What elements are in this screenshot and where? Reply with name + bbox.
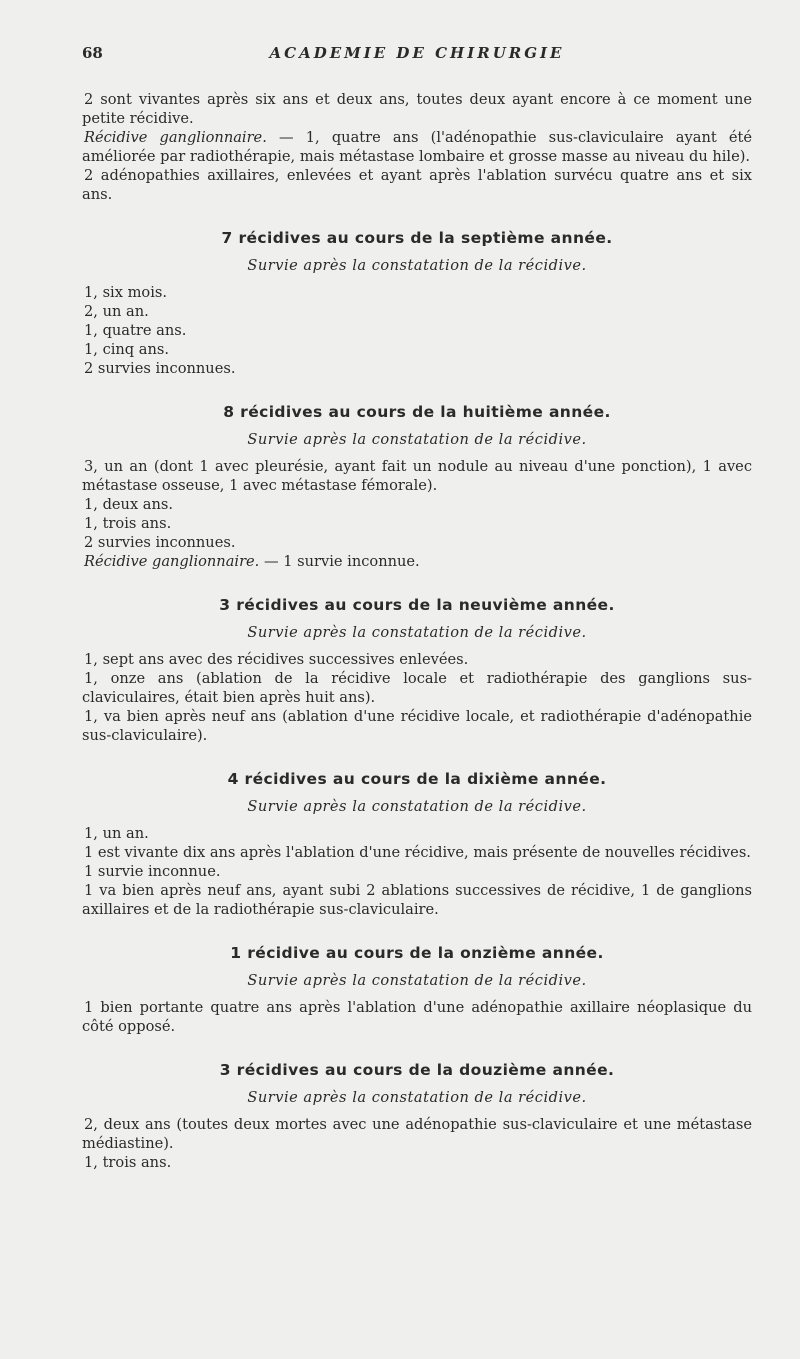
list-item: 1 est vivante dix ans après l'ablation d'une récidive, mais présente de nouvelles récidives. (84, 844, 751, 861)
paragraph-ganglion (82, 552, 752, 571)
section-heading: 1 récidive au cours de la onzième année. (230, 944, 604, 962)
paragraph-text: — 1, quatre ans (l'adénopathie sus-claviculaire ayant été améliorée par radiothérapie, mais métastase lombaire et grosse masse au niveau du hile). (82, 129, 752, 165)
list-item: 1, deux ans. (84, 496, 174, 513)
paragraph: 2 adénopathies axillaires, enlevées et ayant après l'ablation survécu quatre ans et six ans. (82, 167, 752, 203)
page-number: 68 (82, 44, 103, 62)
italic-label: Récidive ganglionnaire. (84, 129, 267, 146)
section-heading: 7 récidives au cours de la septième année. (221, 229, 613, 247)
list-item: 3, un an (dont 1 avec pleurésie, ayant fait un nodule au niveau d'une ponction), 1 avec métastase osseuse, 1 avec métastase fémorale). (82, 458, 752, 494)
section-subheading: Survie après la constatation de la récidive. (247, 972, 587, 989)
page-body (82, 90, 752, 1172)
paragraph: 2 sont vivantes après six ans et deux ans, toutes deux ayant encore à ce moment une petite récidive. (82, 91, 752, 127)
paragraph-ganglion (82, 128, 752, 166)
section-heading: 3 récidives au cours de la neuvième année. (219, 596, 615, 614)
section-heading: 4 récidives au cours de la dixième année. (227, 770, 607, 788)
list-item: 1 va bien après neuf ans, ayant subi 2 ablations successives de récidive, 1 de ganglions axillaires et de la radiothérapie sus-claviculaire. (82, 882, 752, 918)
page-header (82, 44, 752, 66)
list-item: 1, quatre ans. (84, 322, 187, 339)
section-year-8 (82, 402, 752, 571)
section-year-10 (82, 769, 752, 919)
section-year-7 (82, 228, 752, 378)
section-subheading: Survie après la constatation de la récidive. (247, 1089, 587, 1106)
list-item: 1, trois ans. (84, 515, 172, 532)
list-item: 1 survie inconnue. (84, 863, 221, 880)
list-item: 1, un an. (84, 825, 149, 842)
section-subheading: Survie après la constatation de la récidive. (247, 624, 587, 641)
list-item: 2 survies inconnues. (84, 534, 236, 551)
section-subheading: Survie après la constatation de la récidive. (247, 257, 587, 274)
paragraph-text: — 1 survie inconnue. (259, 553, 420, 570)
italic-label: Récidive ganglionnaire. (84, 553, 260, 570)
list-item: 1, sept ans avec des récidives successives enlevées. (84, 651, 469, 668)
list-item: 1 bien portante quatre ans après l'ablation d'une adénopathie axillaire néoplasique du côté opposé. (82, 999, 752, 1035)
section-subheading: Survie après la constatation de la récidive. (247, 798, 587, 815)
section-heading: 3 récidives au cours de la douzième année. (219, 1061, 615, 1079)
list-item: 1, six mois. (84, 284, 168, 301)
list-item: 2, un an. (84, 303, 149, 320)
list-item: 2, deux ans (toutes deux mortes avec une adénopathie sus-claviculaire et une métastase médiastine). (82, 1116, 752, 1152)
section-year-9 (82, 595, 752, 745)
list-item: 1, cinq ans. (84, 341, 170, 358)
list-item: 1, trois ans. (84, 1154, 172, 1171)
list-item: 1, onze ans (ablation de la récidive locale et radiothérapie des ganglions sus-claviculaires, était bien après huit ans). (82, 670, 752, 706)
section-year-12 (82, 1060, 752, 1172)
list-item: 1, va bien après neuf ans (ablation d'une récidive locale, et radiothérapie d'adénopathie sus-claviculaire). (82, 708, 752, 744)
section-subheading: Survie après la constatation de la récidive. (247, 431, 587, 448)
section-heading: 8 récidives au cours de la huitième année. (223, 403, 611, 421)
section-year-11 (82, 943, 752, 1036)
running-title: ACADEMIE DE CHIRURGIE (269, 44, 565, 62)
list-item: 2 survies inconnues. (84, 360, 236, 377)
